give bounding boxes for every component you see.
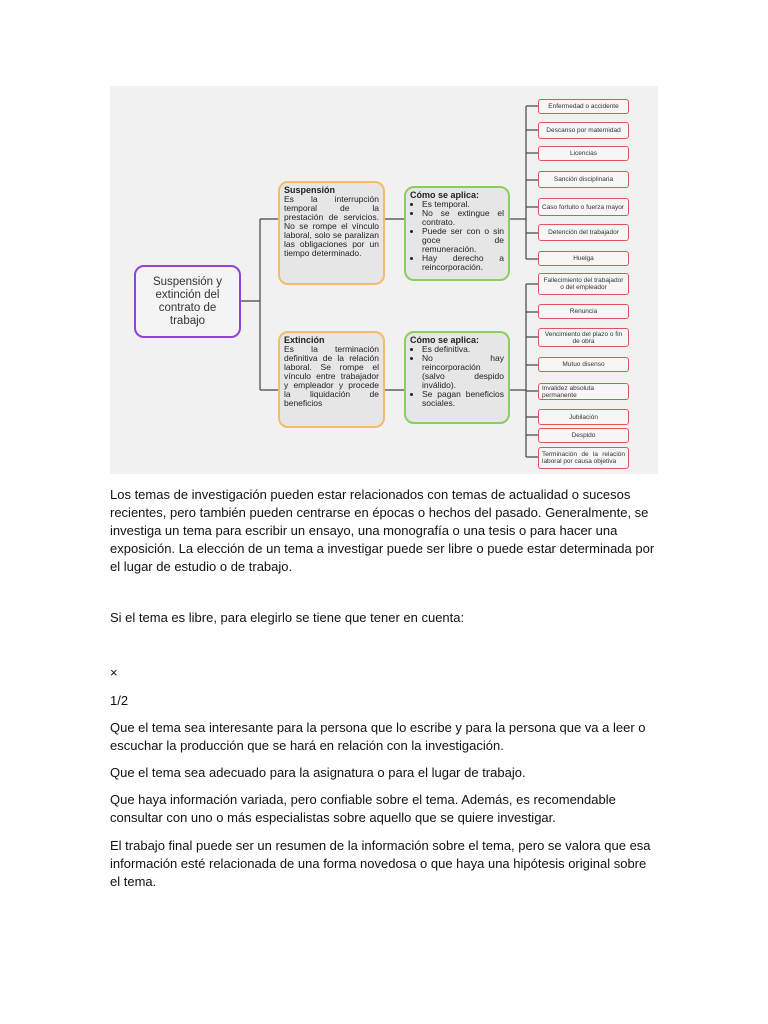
suspension-title: Suspensión [284, 185, 336, 195]
page-counter: 1/2 [110, 693, 129, 708]
suspension-apply-list [410, 200, 504, 272]
extincion-leaf: Mutuo disenso [538, 357, 629, 372]
extincion-leaf: Jubilación [538, 409, 629, 425]
close-mark[interactable]: × [110, 665, 118, 680]
extincion-apply-item: • Se pagan beneficios sociales. [422, 390, 504, 408]
suspension-node [278, 181, 385, 285]
extincion-apply-node [404, 331, 510, 424]
suspension-leaf: Enfermedad o accidente [538, 99, 629, 114]
paragraph-criterion-3: Que haya información variada, pero confiable sobre el tema. Además, es recomendable consultar con uno o más especialistas sobre aquello que se quiere investigar. [110, 792, 616, 825]
suspension-leaf: Licencias [538, 146, 629, 161]
suspension-apply-item: • Puede ser con o sin goce de remuneración. [422, 227, 504, 254]
paragraph-criterion-1: Que el tema sea interesante para la persona que lo escribe y para la persona que va a leer o escuchar la producción que se hará en relación con la investigación. [110, 720, 646, 753]
extincion-leaf: Terminación de la relación laboral por causa objetiva [538, 447, 629, 469]
extincion-apply-item: • No hay reincorporación (salvo despido inválido). [422, 354, 504, 390]
suspension-leaf: Detención del trabajador [538, 224, 629, 241]
extincion-node [278, 331, 385, 428]
extincion-apply-title: Cómo se aplica: [410, 335, 480, 345]
extincion-leaf: Vencimiento del plazo o fin de obra [538, 328, 629, 347]
paragraph-criterion-2: Que el tema sea adecuado para la asignatura o para el lugar de trabajo. [110, 765, 526, 780]
suspension-text: Es la interrupción temporal de la prestación de servicios. No se rompe el vínculo laboral, solo se paralizan las obligaciones por un tiempo determinado. [284, 194, 379, 258]
suspension-leaf: Caso fortuito o fuerza mayor [538, 198, 629, 216]
paragraph-intro: Los temas de investigación pueden estar relacionados con temas de actualidad o sucesos recientes, pero también pueden centrarse en épocas o hechos del pasado. Generalmente, se investiga un tema para escribir un ensayo, una monografía o una tesis o para hacer una exposición. La elección de un tema a investigar puede ser libre o puede estar determinada por el lugar de estudio o de trabajo. [110, 487, 655, 574]
extincion-title: Extinción [284, 335, 325, 345]
paragraph-final-work: El trabajo final puede ser un resumen de la información sobre el tema, pero se valora que esa información esté relacionada de una forma novedosa o que haya una hipótesis original sobre el tema. [110, 838, 651, 889]
extincion-leaf: Fallecimiento del trabajador o del empleador [538, 273, 629, 295]
suspension-apply-node [404, 186, 510, 281]
extincion-leaf: Invalidez absoluta permanente [538, 383, 629, 400]
paragraph-criteria-intro: Si el tema es libre, para elegirlo se tiene que tener en cuenta: [110, 610, 465, 625]
root-node: Suspensión y extinción del contrato de trabajo [134, 265, 241, 338]
suspension-apply-title: Cómo se aplica: [410, 190, 480, 200]
extincion-apply-item: • Es definitiva. [422, 345, 504, 354]
suspension-leaf: Sanción disciplinaria [538, 171, 629, 188]
suspension-apply-item: • No se extingue el contrato. [422, 209, 504, 227]
suspension-leaf: Huelga [538, 251, 629, 266]
suspension-leaf: Descanso por maternidad [538, 122, 629, 139]
extincion-text: Es la terminación definitiva de la relación laboral. Se rompe el vínculo entre trabajador y empleador y procede la liquidación de beneficios [284, 344, 379, 408]
extincion-apply-list [410, 345, 504, 408]
extincion-leaf: Despido [538, 428, 629, 443]
concept-map [110, 86, 658, 474]
extincion-leaf: Renuncia [538, 304, 629, 319]
suspension-apply-item: • Es temporal. [422, 200, 504, 209]
suspension-apply-item: • Hay derecho a reincorporación. [422, 254, 504, 272]
